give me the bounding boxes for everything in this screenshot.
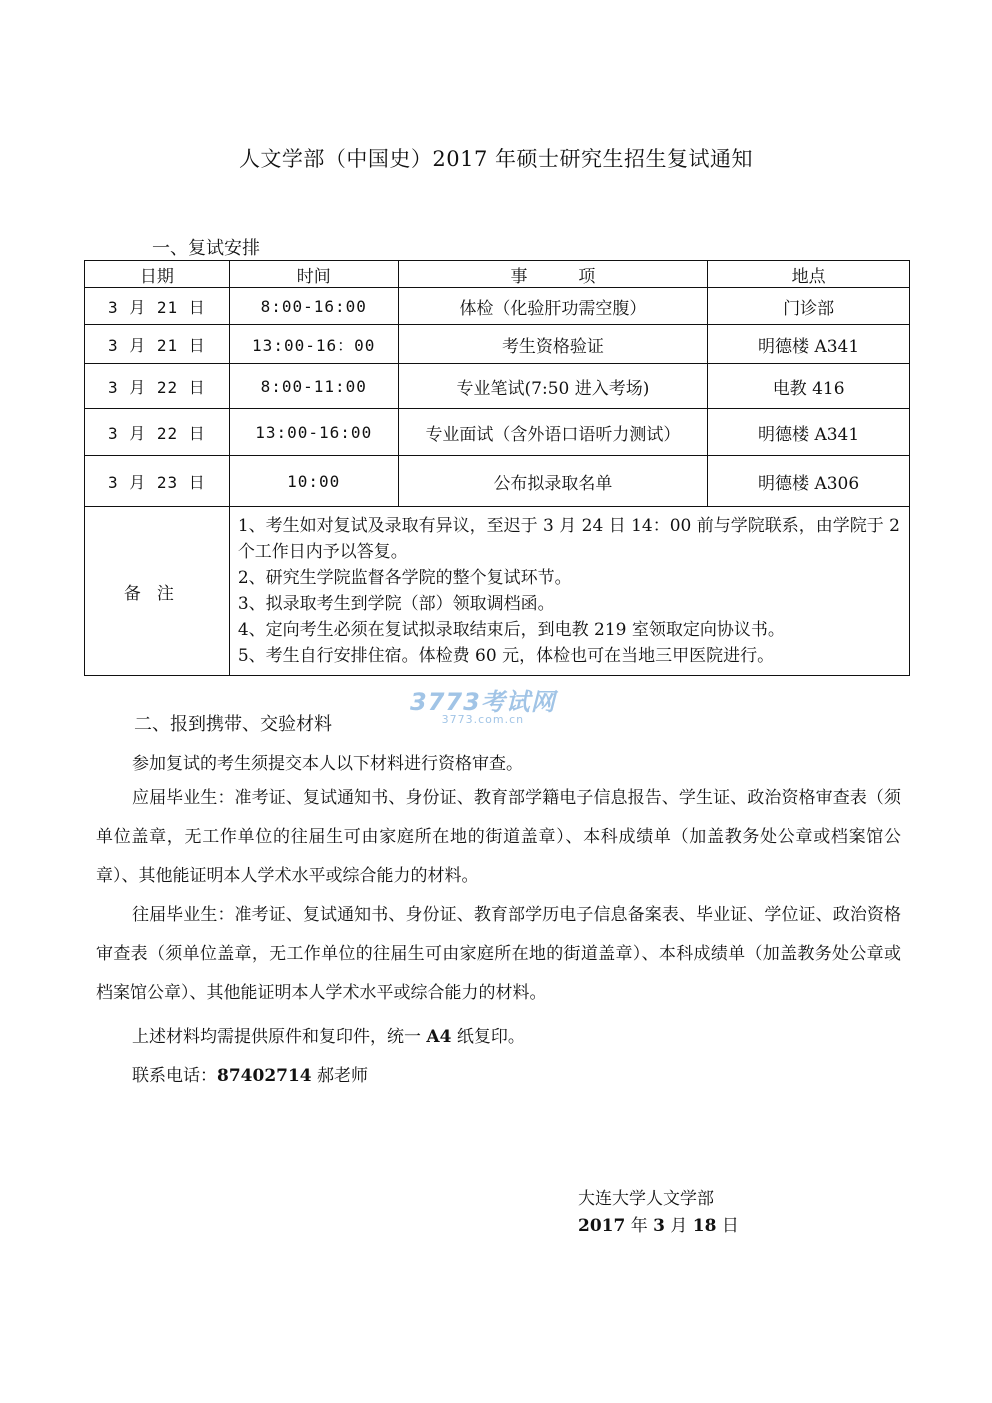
- schedule-table: [84, 260, 910, 676]
- fresh-graduates-paragraph: 应届毕业生：准考证、复试通知书、身份证、教育部学籍电子信息报告、学生证、政治资格审查表（须单位盖章，无工作单位的往届生可由家庭所在地的街道盖章）、本科成绩单（加盖教务处公章或档案馆公章）、其他能证明本人学术水平或综合能力的材料。: [96, 788, 901, 886]
- date-year: 2017: [578, 1216, 626, 1236]
- date-day-unit: 日: [716, 1216, 739, 1236]
- row-time: 8:00-11:00: [229, 364, 398, 409]
- row-item: 专业面试（含外语口语听力测试）: [398, 409, 708, 456]
- row-place: 门诊部: [708, 288, 910, 325]
- copy-requirement: [132, 1022, 525, 1047]
- row-date: 3 月 22 日: [85, 409, 230, 456]
- table-row: [85, 325, 910, 364]
- row-date: 3 月 21 日: [85, 288, 230, 325]
- row-date: 3 月 22 日: [85, 364, 230, 409]
- row-time: 13:00-16:00: [229, 409, 398, 456]
- contact-person: 郝老师: [311, 1066, 369, 1086]
- header-time: 时间: [229, 261, 398, 288]
- table-row: [85, 364, 910, 409]
- header-date: 日期: [85, 261, 230, 288]
- note-item: 4、定向考生必须在复试拟录取结束后，到电教 219 室领取定向协议书。: [237, 620, 785, 640]
- date-month: 3: [653, 1216, 665, 1236]
- copy-prefix: 上述材料均需提供原件和复印件，统一: [132, 1027, 427, 1047]
- date-year-unit: 年: [625, 1216, 654, 1236]
- row-place: 电教 416: [708, 364, 910, 409]
- watermark-logo: 3773考试网: [410, 688, 556, 716]
- row-item: 体检（化验肝功需空腹）: [398, 288, 708, 325]
- table-row: [85, 456, 910, 507]
- contact-line: [132, 1061, 368, 1086]
- notes-row: [85, 507, 910, 676]
- date-day: 18: [692, 1216, 717, 1236]
- row-item: 考生资格验证: [398, 325, 708, 364]
- header-item: 事 项: [398, 261, 708, 288]
- past-graduates-paragraph: 往届毕业生：准考证、复试通知书、身份证、教育部学历电子信息备案表、毕业证、学位证、政治资格审查表（须单位盖章，无工作单位的往届生可由家庭所在地的街道盖章）、本科成绩单（加盖教务处公章或档案馆公章）、其他能证明本人学术水平或综合能力的材料。: [96, 905, 901, 1003]
- row-time: 13:00-16：00: [229, 325, 398, 364]
- row-date: 3 月 23 日: [85, 456, 230, 507]
- row-place: 明德楼 A306: [708, 456, 910, 507]
- watermark: [410, 682, 556, 726]
- date-month-unit: 月: [664, 1216, 693, 1236]
- watermark-url: 3773.com.cn: [441, 713, 525, 726]
- paper-size: A4: [426, 1027, 452, 1047]
- contact-phone: 87402714: [217, 1066, 312, 1086]
- table-header-row: [85, 261, 910, 288]
- notes-body: [229, 507, 909, 676]
- row-place: 明德楼 A341: [708, 409, 910, 456]
- section-1-heading: 一、复试安排: [152, 238, 260, 259]
- table-row: [85, 409, 910, 456]
- row-date: 3 月 21 日: [85, 325, 230, 364]
- row-item: 公布拟录取名单: [398, 456, 708, 507]
- signature-date: [578, 1211, 739, 1236]
- note-item: 3、拟录取考生到学院（部）领取调档函。: [237, 594, 555, 614]
- row-item: 专业笔试(7:50 进入考场): [398, 364, 708, 409]
- header-place: 地点: [708, 261, 910, 288]
- intro-paragraph: 参加复试的考生须提交本人以下材料进行资格审查。: [132, 754, 523, 774]
- note-item: 2、研究生学院监督各学院的整个复试环节。: [237, 568, 572, 588]
- contact-label: 联系电话：: [132, 1066, 217, 1086]
- note-item: 5、考生自行安排住宿。体检费 60 元，体检也可在当地三甲医院进行。: [237, 646, 775, 666]
- note-item: 1、考生如对复试及录取有异议，至迟于 3 月 24 日 14：00 前与学院联系，由学院于 2 个工作日内予以答复。: [237, 516, 900, 562]
- notes-label: 备注: [85, 507, 230, 676]
- copy-suffix: 纸复印。: [451, 1027, 525, 1047]
- signature-org: 大连大学人文学部: [578, 1189, 714, 1209]
- row-time: 10:00: [229, 456, 398, 507]
- table-row: [85, 288, 910, 325]
- section-2-heading: 二、报到携带、交验材料: [134, 714, 332, 735]
- page-title: 人文学部（中国史）2017 年硕士研究生招生复试通知: [238, 147, 754, 171]
- row-place: 明德楼 A341: [708, 325, 910, 364]
- row-time: 8:00-16:00: [229, 288, 398, 325]
